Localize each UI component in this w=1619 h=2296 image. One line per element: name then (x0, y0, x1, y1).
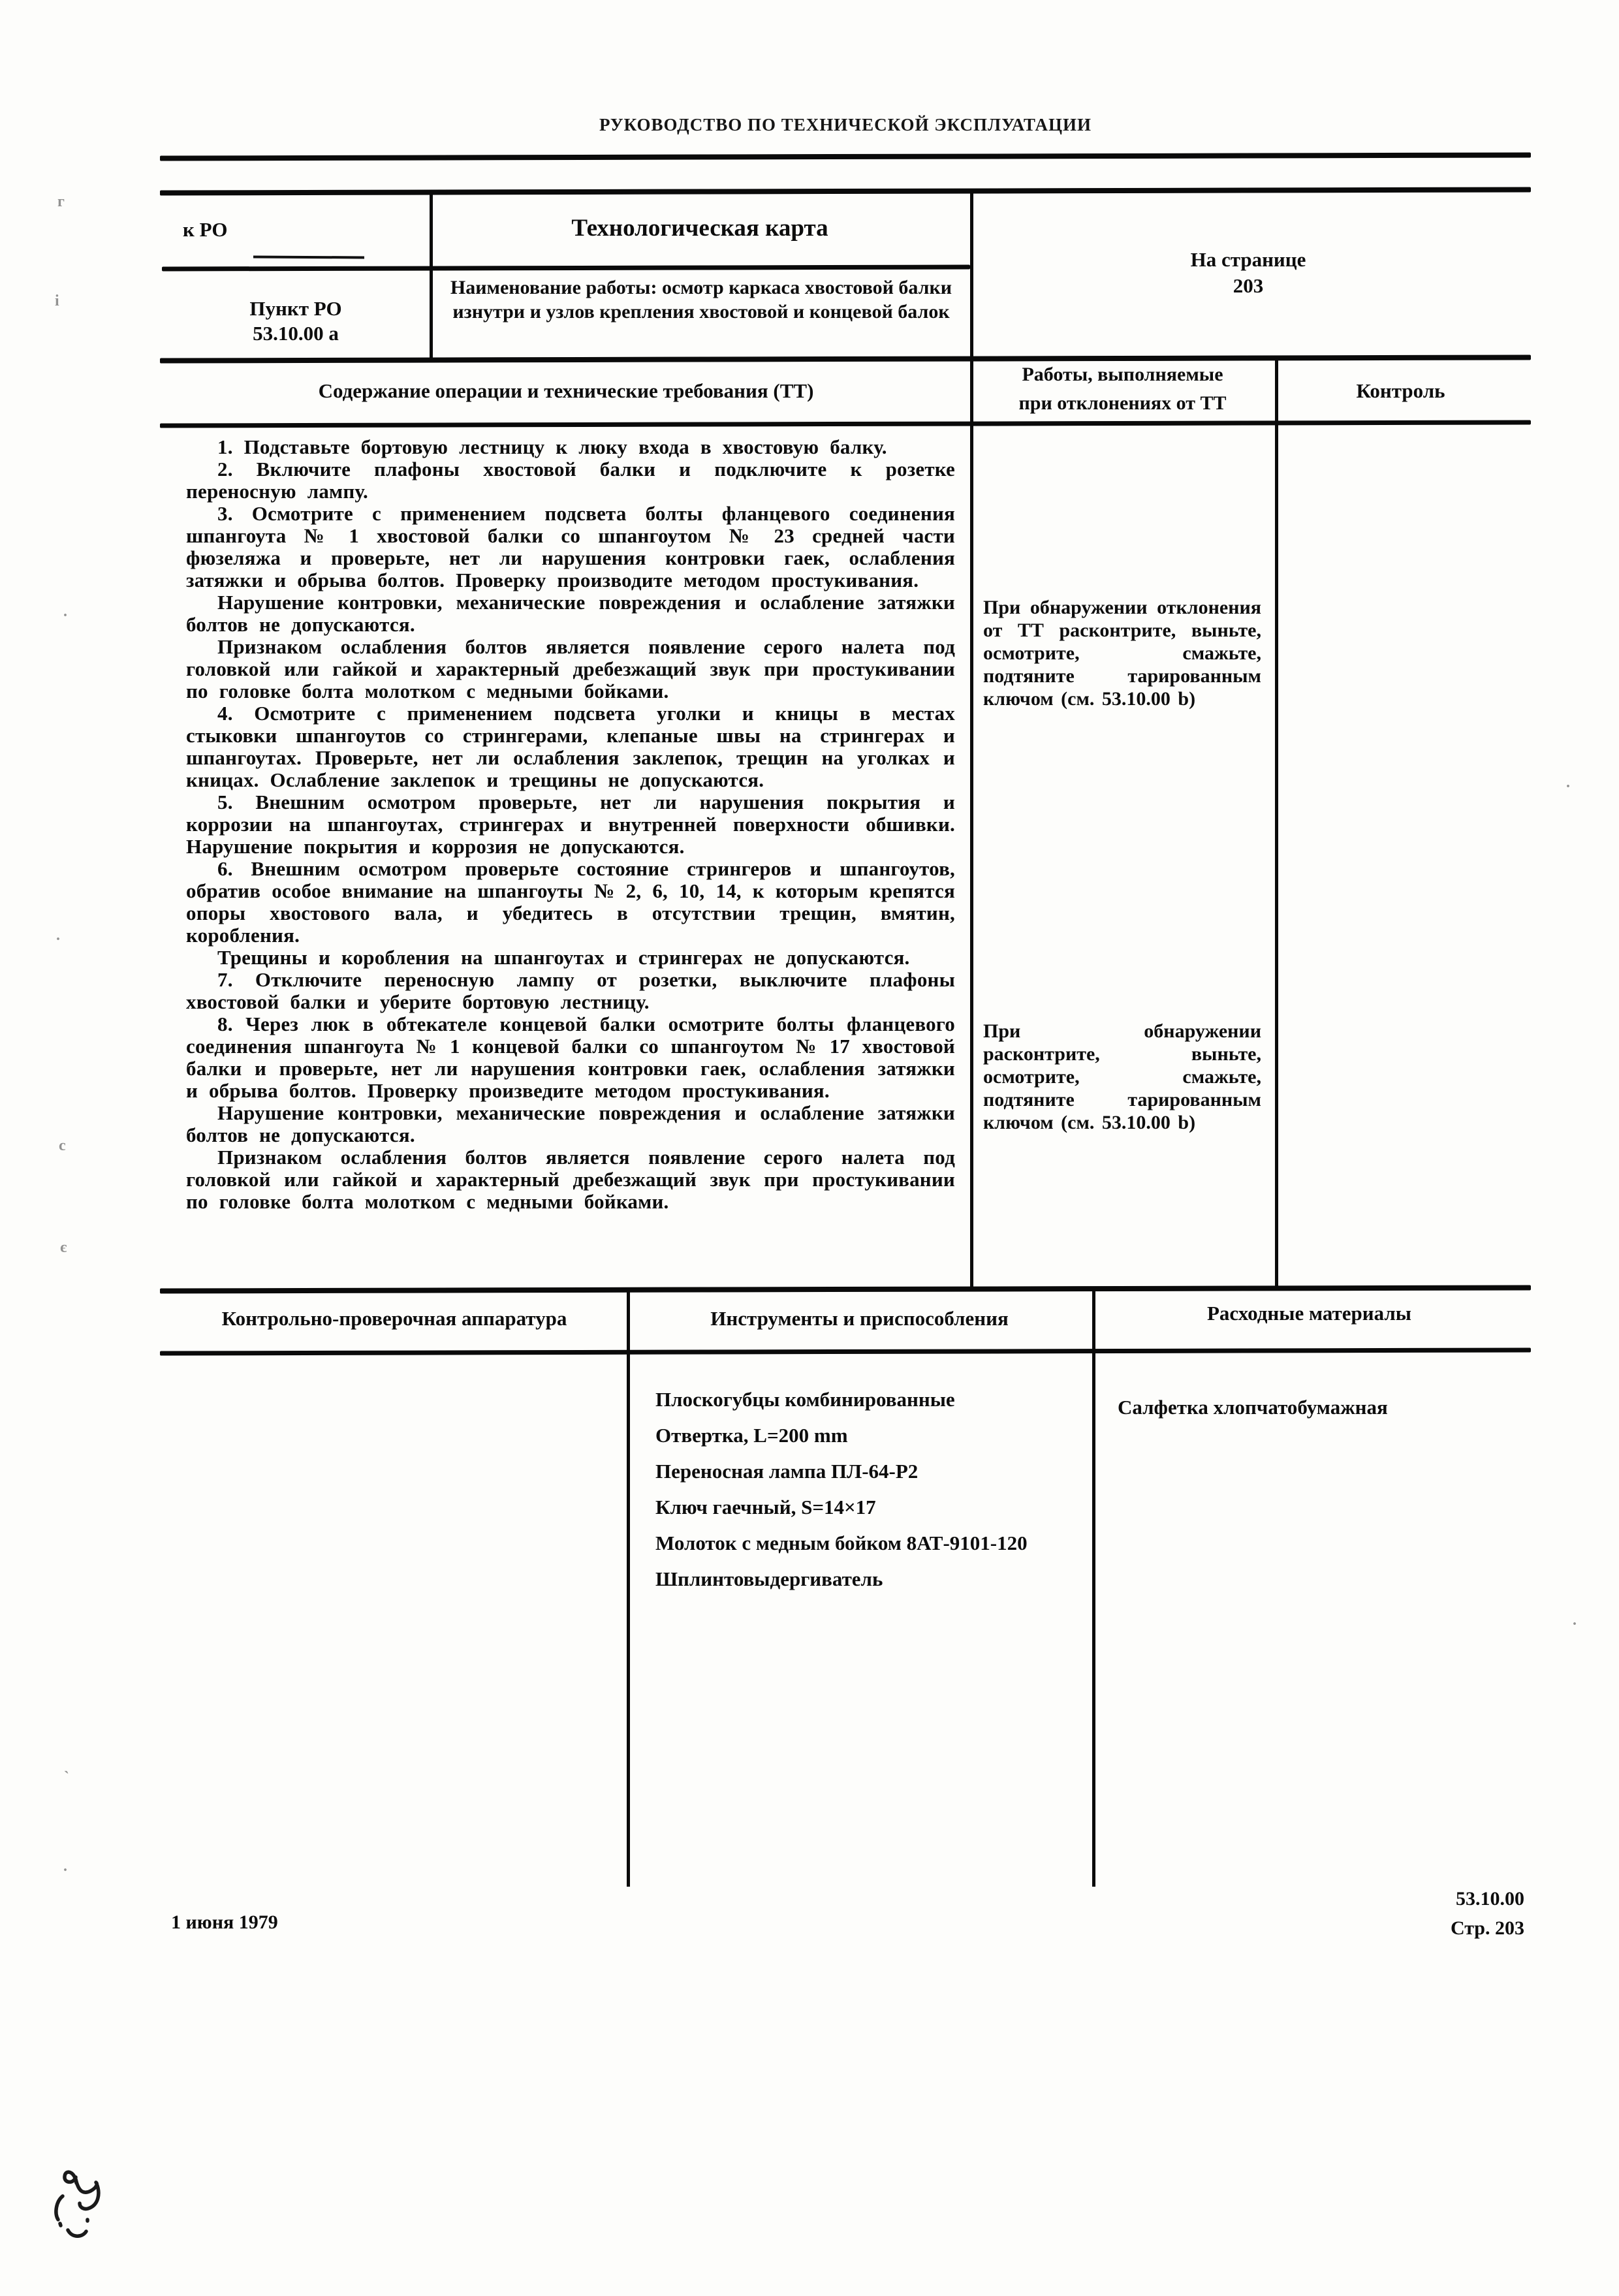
operation-note: Трещины и коробления на шпангоутах и стрингерах не допускаются. (217, 946, 910, 969)
scan-artifact: і (55, 292, 59, 309)
punkt-ro-label: Пункт РО (249, 297, 342, 320)
to-ro-blank-line (253, 256, 364, 259)
scan-artifact: с (59, 1137, 66, 1154)
operation-step: 7. Отключите переносную лампу от розетки, выключите плафоны хвостовой балки и уберите бортовую лестницу. (186, 968, 955, 1013)
footer-reference (1312, 1884, 1524, 1943)
footer-date: 1 июня 1979 (171, 1911, 278, 1933)
on-page-cell (970, 247, 1526, 299)
scan-artifact: · (1565, 778, 1571, 795)
scan-artifact: · (63, 607, 69, 624)
equipment-col1-divider (627, 1289, 630, 1887)
punkt-ro-cell (162, 296, 430, 346)
operation-step: 3. Осмотрите с применением подсвета болты фланцевого соединения шпангоута № 1 хвостовой балки со шпангоутом № 23 средней части фюзеляжа и проверьте, нет ли нарушения контровки гаек, ослабления затяжки и обрыва болтов. Проверку производите методом простукивания. (186, 502, 955, 591)
deviation-note: При обнаружении расконтрите, выньте, осмотрите, смажьте, подтяните тарированным ключом (см. 53.10.00 b) (983, 1020, 1261, 1133)
operation-note: Нарушение контровки, механические повреждения и ослабление затяжки болтов не допускаются. (186, 1101, 955, 1146)
card-header-row-divider-rule (162, 264, 970, 271)
tool-item: Плоскогубцы комбинированные (655, 1388, 955, 1411)
footer-doc-code: 53.10.00 (1456, 1888, 1524, 1910)
on-page-label: На странице (1190, 248, 1306, 271)
operation-step: 6. Внешним осмотром проверьте состояние стрингеров и шпангоутов, обратив особое внимание на шпангоуты № 2, 6, 10, 14, к которым крепятся опоры хвостового вала, и убедитесь в отсутствии трещин, вмятин, коробления. (186, 857, 955, 947)
tool-item: Шплинтовыдергиватель (655, 1567, 883, 1590)
to-ro-label: к РО (183, 218, 228, 241)
column-header-control: Контроль (1356, 379, 1445, 402)
column-header-deviations: Работы, выполняемые при отклонениях от ТТ (1018, 364, 1227, 414)
pen-scribble-mark (46, 2162, 118, 2244)
scan-artifact: г (57, 193, 65, 210)
material-item: Салфетка хлопчатобумажная (1118, 1396, 1388, 1419)
scan-artifact: · (63, 1862, 69, 1879)
materials-list (1118, 1389, 1388, 1425)
scan-artifact: . (56, 927, 60, 944)
operations-content (186, 436, 955, 1213)
operation-note: Нарушение контровки, механические повреждения и ослабление затяжки болтов не допускаются. (186, 591, 955, 636)
scan-artifact: є (60, 1239, 67, 1256)
operation-step: 8. Через люк в обтекателе концевой балки осмотрите болты фланцевого соединения шпангоута № 1 концевой балки со шпангоутом № 17 хвостовой балки и проверьте, нет ли нарушения контровки гаек, ослабления затяжки и обрыва болтов. Проверку произведите методом простукивания. (186, 1013, 955, 1102)
card-title: Технологическая карта (571, 215, 828, 242)
top-rule (160, 152, 1531, 161)
operations-header-bottom-rule (160, 420, 1531, 428)
page-title: РУКОВОДСТВО ПО ТЕХНИЧЕСКОЙ ЭКСПЛУАТАЦИИ (599, 115, 1092, 134)
equipment-col2-divider (1092, 1289, 1095, 1887)
card-header-top-rule (160, 187, 1531, 195)
operation-step: 1. Подставьте бортовую лестницу к люку входа в хвостовую балку. (217, 435, 887, 458)
footer-page-number: Стр. 203 (1450, 1917, 1524, 1939)
operation-note: Признаком ослабления болтов является появление серого налета под головкой или гайкой и характерный дребезжащий звук при простукивании по головке болта молотком с медными бойками. (186, 1146, 955, 1213)
equipment-header-bottom-rule (160, 1347, 1531, 1355)
equipment-table-top-rule (160, 1285, 1531, 1293)
column-header-apparatus: Контрольно-проверочная аппаратура (221, 1307, 567, 1330)
tool-item: Ключ гаечный, S=14×17 (655, 1496, 876, 1518)
on-page-number: 203 (1233, 274, 1264, 297)
operation-note: Признаком ослабления болтов является появление серого налета под головкой или гайкой и характерный дребезжащий звук при простукивании по головке болта молотком с медными бойками. (186, 635, 955, 702)
operation-step: 4. Осмотрите с применением подсвета уголки и кницы в местах стыковки шпангоутов со стрингерами, клепаные швы на стрингерах и шпангоутах. Проверьте, нет ли ослабления заклепок, трещин на уголках и кницах. Ослабление заклепок и трещины не допускаются. (186, 702, 955, 791)
tool-item: Переносная лампа ПЛ-64-Р2 (655, 1460, 919, 1483)
content-deviation-col-divider (970, 191, 973, 1289)
deviation-control-col-divider (1275, 359, 1278, 1289)
deviation-note: При обнаружении отклонения от ТТ расконтрите, выньте, осмотрите, смажьте, подтяните тарированным ключом (см. 53.10.00 b) (983, 597, 1261, 710)
scan-artifact: · (1572, 1616, 1578, 1633)
work-name: Наименование работы: осмотр каркаса хвостовой балки изнутри и узлов крепления хвостовой и концевой балок (450, 277, 952, 322)
tool-item: Молоток с медным бойком 8АТ-9101-120 (655, 1532, 1028, 1554)
tool-item: Отвертка, L=200 mm (655, 1424, 848, 1447)
card-header-bottom-rule (160, 354, 1531, 363)
column-header-tools: Инструменты и приспособления (710, 1307, 1009, 1330)
tools-list (655, 1381, 1028, 1597)
punkt-ro-number: 53.10.00 а (253, 322, 339, 345)
operation-step: 5. Внешним осмотром проверьте, нет ли нарушения покрытия и коррозии на шпангоутах, стрингерах и внутренней поверхности обшивки. Нарушение покрытия и коррозия не допускаются. (186, 791, 955, 858)
column-header-content: Содержание операции и технические требования (ТТ) (318, 379, 814, 402)
scan-artifact: ` (64, 1769, 69, 1786)
operation-step: 2. Включите плафоны хвостовой балки и подключите к розетке переносную лампу. (186, 458, 955, 503)
column-header-materials: Расходные материалы (1206, 1302, 1412, 1325)
